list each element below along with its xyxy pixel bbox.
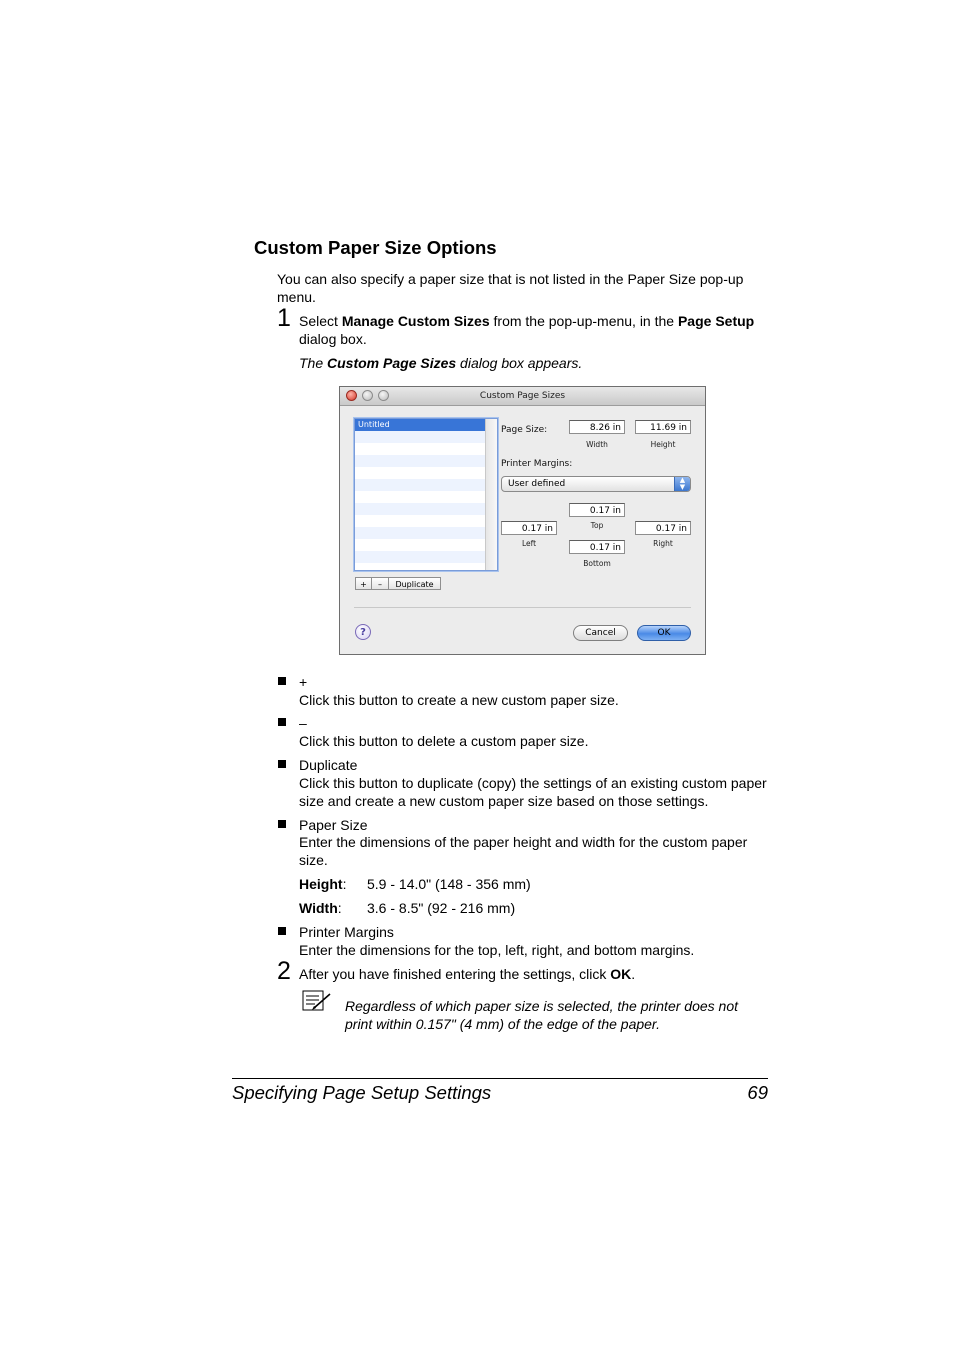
list-row-empty <box>355 455 497 467</box>
height-field[interactable]: 11.69 in <box>635 420 691 434</box>
right-margin-label: Right <box>653 539 673 548</box>
list-row-empty <box>355 443 497 455</box>
width-field[interactable]: 8.26 in <box>569 420 625 434</box>
top-margin-label: Top <box>590 521 604 530</box>
printer-margins-label: Printer Margins: <box>501 459 573 469</box>
bullet-text-add: Click this button to create a new custom paper size. <box>299 692 619 708</box>
width-range-value: 3.6 - 8.5" (92 - 216 mm) <box>367 900 516 916</box>
bullet-head-add: + <box>299 674 308 690</box>
list-scrollbar[interactable] <box>485 419 497 570</box>
bullet-marker <box>278 927 286 935</box>
bullet-head-margins: Printer Margins <box>299 924 394 940</box>
bullet-marker <box>278 718 286 726</box>
step-number-1: 1 <box>277 304 291 332</box>
footer-title: Specifying Page Setup Settings <box>232 1082 492 1103</box>
page-size-label: Page Size: <box>501 425 548 435</box>
step-1-text: Select Manage Custom Sizes from the pop-up-menu, in the Page Setup dialog box. <box>299 313 755 347</box>
right-margin-field[interactable]: 0.17 in <box>635 521 691 535</box>
add-size-button[interactable]: + <box>355 577 372 590</box>
height-range-value: 5.9 - 14.0" (148 - 356 mm) <box>367 876 531 892</box>
margins-popup-value: User defined <box>508 479 566 489</box>
margins-popup[interactable] <box>501 476 691 492</box>
footer-rule <box>232 1078 768 1079</box>
list-row-empty <box>355 563 497 571</box>
custom-sizes-list[interactable] <box>354 418 498 571</box>
list-row-empty <box>355 503 497 515</box>
popup-arrows-icon: ▲ ▼ <box>674 477 690 491</box>
section-title: Custom Paper Size Options <box>254 237 497 258</box>
bullet-head-paper-size: Paper Size <box>299 817 368 833</box>
list-row-empty <box>355 491 497 503</box>
bullet-text-margins: Enter the dimensions for the top, left, right, and bottom margins. <box>299 942 695 958</box>
bullet-marker <box>278 760 286 768</box>
duplicate-button[interactable]: Duplicate <box>388 577 441 590</box>
note-icon <box>302 990 332 1012</box>
height-range-label: Height: <box>299 876 347 892</box>
step-2-text: After you have finished entering the settings, click OK. <box>299 966 636 982</box>
list-row-empty <box>355 515 497 527</box>
intro-paragraph: You can also specify a paper size that is not listed in the Paper Size pop-up menu. <box>277 271 744 305</box>
list-row-empty <box>355 467 497 479</box>
dialog-title: Custom Page Sizes <box>479 391 566 401</box>
list-row-empty <box>355 479 497 491</box>
bullet-text-remove: Click this button to delete a custom paper size. <box>299 733 589 749</box>
custom-page-sizes-dialog <box>339 386 706 655</box>
width-range-label: Width: <box>299 900 342 916</box>
list-row-empty <box>355 539 497 551</box>
list-row-empty <box>355 527 497 539</box>
left-margin-field[interactable]: 0.17 in <box>501 521 557 535</box>
list-row-empty <box>355 431 497 443</box>
note-text: Regardless of which paper size is selected, the printer does not print within 0.157" (4 mm) of the edge of the paper. <box>345 998 738 1032</box>
step-number-2: 2 <box>277 957 291 985</box>
list-item[interactable]: Untitled <box>355 419 497 431</box>
step-1-result: The Custom Page Sizes dialog box appears. <box>299 355 583 371</box>
bullet-head-duplicate: Duplicate <box>299 757 358 773</box>
bullet-head-remove: – <box>299 715 307 731</box>
bottom-margin-label: Bottom <box>583 559 611 568</box>
dialog-titlebar <box>340 387 705 406</box>
help-button[interactable]: ? <box>355 624 371 640</box>
top-margin-field[interactable]: 0.17 in <box>569 503 625 517</box>
left-margin-label: Left <box>521 539 537 548</box>
width-label: Width <box>586 440 608 449</box>
bullet-text-duplicate: Click this button to duplicate (copy) the settings of an existing custom paper size and create a new custom paper size based on those settings. <box>299 775 767 809</box>
ok-button[interactable]: OK <box>637 625 691 641</box>
bullet-text-paper-size: Enter the dimensions of the paper height and width for the custom paper size. <box>299 834 748 868</box>
bullet-marker <box>278 820 286 828</box>
page-number: 69 <box>747 1082 768 1103</box>
remove-size-button[interactable]: – <box>371 577 389 590</box>
bullet-marker <box>278 677 286 685</box>
dialog-separator <box>354 607 691 608</box>
cancel-button[interactable]: Cancel <box>573 625 628 641</box>
height-label: Height <box>650 440 676 449</box>
list-row-empty <box>355 551 497 563</box>
bottom-margin-field[interactable]: 0.17 in <box>569 540 625 554</box>
